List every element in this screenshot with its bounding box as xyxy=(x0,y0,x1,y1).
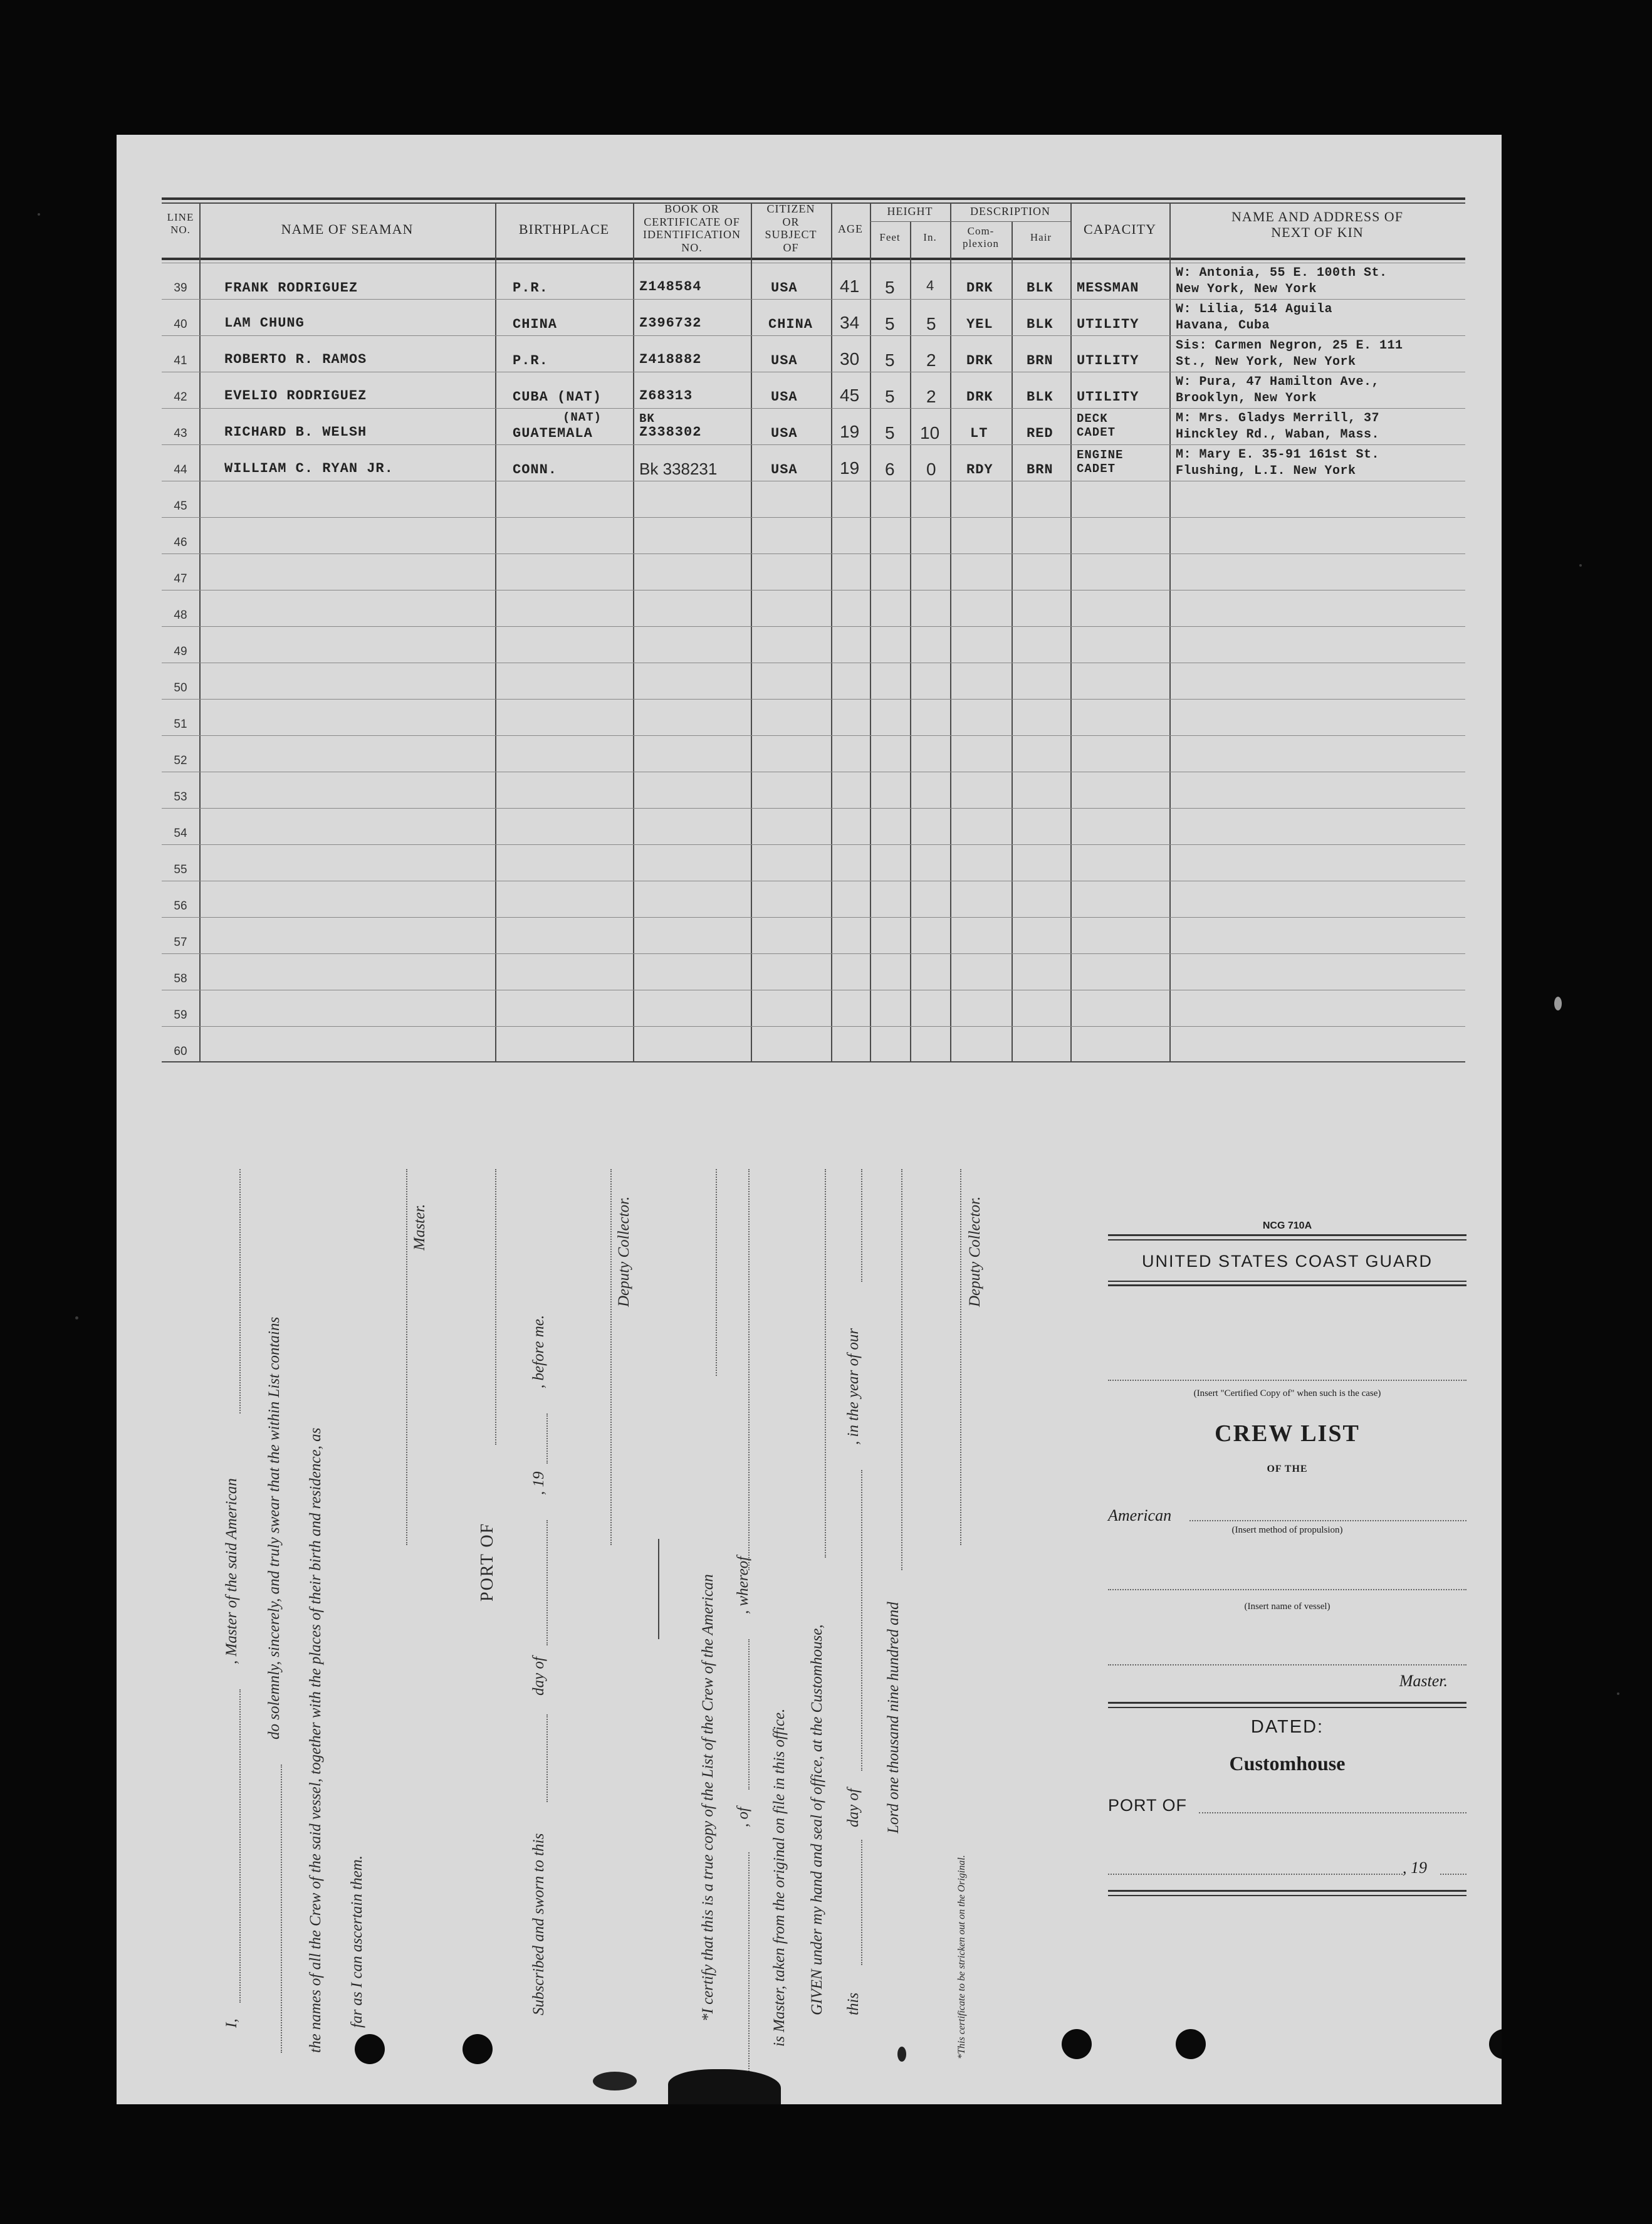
certify-given: GIVEN under my hand and seal of office, at the Customhouse, xyxy=(808,1624,825,2015)
header-certificate: BOOK OR CERTIFICATE OF IDENTIFICATION NO. xyxy=(643,202,741,254)
height-inches: 4 xyxy=(926,278,934,293)
header-birthplace: BIRTHPLACE xyxy=(518,221,610,237)
line-number: 53 xyxy=(174,790,187,804)
hair: BRN xyxy=(1027,353,1053,369)
header-feet: Feet xyxy=(879,231,901,243)
next-of-kin-line2: Flushing, L.I. New York xyxy=(1176,464,1356,478)
certify-this: this xyxy=(845,1992,862,2015)
age: 19 xyxy=(840,458,860,478)
form-number: NCG 710A xyxy=(1262,1220,1312,1231)
american-label: American xyxy=(1108,1506,1172,1524)
capacity-line1: ENGINE xyxy=(1077,448,1124,462)
next-of-kin-line2: Havana, Cuba xyxy=(1176,318,1270,333)
line-number: 44 xyxy=(174,463,187,476)
age: 34 xyxy=(840,313,860,332)
stain xyxy=(897,2047,906,2062)
capacity-line2: CADET xyxy=(1077,426,1116,439)
age: 30 xyxy=(840,349,860,369)
oath-names-text: the names of all the Crew of the said vessel, together with the places of their birth and residence, as xyxy=(307,1427,324,2053)
citizen-of: USA xyxy=(771,426,798,441)
insert-name-note: (Insert name of vessel) xyxy=(1244,1602,1330,1612)
oath-ascertain-text: far as I can ascertain them. xyxy=(348,1855,365,2028)
header-age: AGE xyxy=(838,223,863,235)
certify-text: *I certify that this is a true copy of the List of the Crew of the American xyxy=(699,1574,716,2022)
height-feet: 6 xyxy=(885,459,895,479)
seaman-name: RICHARD B. WELSH xyxy=(224,424,367,440)
birthplace: P.R. xyxy=(513,280,548,296)
cover-port-of: PORT OF xyxy=(1108,1796,1188,1815)
certificate-no: Z148584 xyxy=(639,279,702,295)
height-inches: 0 xyxy=(926,459,936,479)
line-number: 46 xyxy=(174,536,187,549)
agency-title: UNITED STATES COAST GUARD xyxy=(1141,1252,1433,1271)
certificate-prefix: BK xyxy=(639,412,655,426)
deputy-collector-1: Deputy Collector. xyxy=(615,1196,632,1307)
citizen-of: CHINA xyxy=(768,317,813,332)
next-of-kin-line2: St., New York, New York xyxy=(1176,355,1356,369)
customhouse-label: Customhouse xyxy=(1229,1752,1346,1775)
capacity: UTILITY xyxy=(1077,353,1139,369)
line-number: 55 xyxy=(174,863,187,876)
citizen-of: USA xyxy=(771,280,798,296)
stain xyxy=(593,2072,637,2090)
line-number: 51 xyxy=(174,718,187,731)
torn-edge xyxy=(668,2069,781,2104)
line-number: 48 xyxy=(174,609,187,622)
certify-day-of: day of xyxy=(845,1788,862,1827)
seaman-name: LAM CHUNG xyxy=(224,315,305,331)
age: 41 xyxy=(840,276,860,296)
hair: BLK xyxy=(1027,389,1053,405)
header-line-no: LINE NO. xyxy=(167,211,194,236)
line-number: 39 xyxy=(174,281,187,295)
line-number: 49 xyxy=(174,645,187,658)
line-number: 40 xyxy=(174,318,187,331)
age: 45 xyxy=(840,386,860,405)
certificate-no: Z68313 xyxy=(639,388,693,404)
height-feet: 5 xyxy=(885,423,895,443)
certificate-no: Bk 338231 xyxy=(639,459,718,478)
seaman-name: FRANK RODRIGUEZ xyxy=(224,280,358,296)
punch-hole xyxy=(1062,2029,1092,2059)
crew-list-sheet xyxy=(117,135,1502,2104)
next-of-kin-line1: W: Pura, 47 Hamilton Ave., xyxy=(1176,375,1380,389)
height-feet: 5 xyxy=(885,350,895,370)
certify-lord: Lord one thousand nine hundred and xyxy=(885,1602,902,1833)
oath-master-signature: Master. xyxy=(411,1204,428,1251)
certify-year: , in the year of our xyxy=(845,1328,862,1445)
line-number: 42 xyxy=(174,391,187,404)
next-of-kin-line1: Sis: Carmen Negron, 25 E. 111 xyxy=(1176,338,1403,353)
birthplace: GUATEMALA xyxy=(513,426,593,441)
footnote: *This certificate to be stricken out on the Original. xyxy=(956,1855,967,2059)
hair: BRN xyxy=(1027,462,1053,478)
line-number: 58 xyxy=(174,972,187,985)
birthplace: CHINA xyxy=(513,317,558,332)
height-feet: 5 xyxy=(885,314,895,333)
punch-hole xyxy=(1176,2029,1206,2059)
divider xyxy=(658,1539,659,1639)
line-number: 43 xyxy=(174,427,187,440)
naturalized-note: (NAT) xyxy=(563,411,602,424)
line-number: 47 xyxy=(174,572,187,585)
insert-certified-note: (Insert "Certified Copy of" when such is the case) xyxy=(1193,1388,1381,1398)
header-height: HEIGHT xyxy=(887,205,933,218)
complexion: DRK xyxy=(966,389,993,405)
cover-master-label: Master. xyxy=(1399,1672,1448,1690)
insert-method-note: (Insert method of propulsion) xyxy=(1231,1525,1343,1535)
height-inches: 2 xyxy=(926,387,936,406)
height-inches: 2 xyxy=(926,350,936,370)
citizen-of: USA xyxy=(771,353,798,369)
birthplace: P.R. xyxy=(513,353,548,369)
header-citizen: CITIZEN OR SUBJECT OF xyxy=(765,202,817,254)
line-number: 56 xyxy=(174,900,187,913)
oath-i: I, xyxy=(223,2018,240,2028)
line-number: 59 xyxy=(174,1009,187,1022)
next-of-kin-line2: Hinckley Rd., Waban, Mass. xyxy=(1176,427,1380,442)
complexion: YEL xyxy=(966,317,993,332)
complexion: LT xyxy=(970,426,988,441)
hair: BLK xyxy=(1027,317,1053,332)
oath-swear-text: do solemnly, sincerely, and truly swear that the within List contains xyxy=(266,1316,283,1739)
dated-label: DATED: xyxy=(1250,1717,1324,1737)
seaman-name: ROBERTO R. RAMOS xyxy=(224,352,367,367)
certificate-no: Z338302 xyxy=(639,424,702,440)
oath-master-of: , Master of the said American xyxy=(223,1478,240,1664)
crew-list-title: CREW LIST xyxy=(1215,1420,1360,1447)
of-the-label: OF THE xyxy=(1267,1464,1308,1474)
complexion: DRK xyxy=(966,353,993,369)
height-inches: 10 xyxy=(920,423,940,443)
height-inches: 5 xyxy=(926,314,936,333)
certify-is-master: is Master, taken from the original on file in this office. xyxy=(771,1708,788,2047)
deputy-collector-2: Deputy Collector. xyxy=(966,1196,983,1307)
hair: RED xyxy=(1027,426,1053,441)
oath-port-of: PORT OF xyxy=(478,1522,497,1602)
capacity: UTILITY xyxy=(1077,317,1139,332)
hair: BLK xyxy=(1027,280,1053,296)
next-of-kin-line1: W: Antonia, 55 E. 100th St. xyxy=(1176,266,1388,280)
next-of-kin-line1: M: Mrs. Gladys Merrill, 37 xyxy=(1176,411,1380,426)
next-of-kin-line2: Brooklyn, New York xyxy=(1176,391,1317,406)
header-next-of-kin: NAME AND ADDRESS OF NEXT OF KIN xyxy=(1231,209,1403,241)
header-inches: In. xyxy=(923,231,937,243)
next-of-kin-line2: New York, New York xyxy=(1176,282,1317,296)
crew-table xyxy=(162,197,1465,1062)
line-number: 54 xyxy=(174,827,187,840)
oath-nineteen: , 19 xyxy=(530,1471,547,1495)
header-name-of-seaman: NAME OF SEAMAN xyxy=(281,221,414,237)
capacity: MESSMAN xyxy=(1077,280,1139,296)
seaman-name: WILLIAM C. RYAN JR. xyxy=(224,461,394,476)
line-number: 50 xyxy=(174,681,187,695)
birthplace: CONN. xyxy=(513,462,558,478)
birthplace: CUBA (NAT) xyxy=(513,389,602,405)
certify-of: , of xyxy=(735,1807,751,1827)
next-of-kin-line1: M: Mary E. 35-91 161st St. xyxy=(1176,448,1380,462)
cover-panel xyxy=(1108,1207,1466,2078)
capacity: DECK xyxy=(1077,412,1108,426)
line-number: 52 xyxy=(174,754,187,767)
next-of-kin-line1: W: Lilia, 514 Aguila xyxy=(1176,302,1333,317)
header-description: DESCRIPTION xyxy=(970,205,1050,218)
line-number: 57 xyxy=(174,936,187,949)
oath-before-me: , before me. xyxy=(530,1314,547,1388)
line-number: 45 xyxy=(174,500,187,513)
punch-hole xyxy=(463,2034,493,2064)
oath-day-of: day of xyxy=(530,1657,547,1696)
capacity: UTILITY xyxy=(1077,389,1139,405)
punch-hole xyxy=(355,2034,385,2064)
height-feet: 5 xyxy=(885,387,895,406)
certificate-no: Z396732 xyxy=(639,315,702,331)
oath-subscribed: Subscribed and sworn to this xyxy=(530,1833,547,2015)
header-capacity: CAPACITY xyxy=(1084,221,1156,237)
complexion: RDY xyxy=(966,462,993,478)
header-complexion: Com- plexion xyxy=(963,225,999,249)
cover-nineteen: , 19 xyxy=(1403,1859,1427,1877)
certificate-no: Z418882 xyxy=(639,352,702,367)
age: 19 xyxy=(840,422,860,441)
seaman-name: EVELIO RODRIGUEZ xyxy=(224,388,367,404)
certify-whereof: , whereof xyxy=(735,1556,751,1614)
line-number: 60 xyxy=(174,1045,187,1058)
header-hair: Hair xyxy=(1030,231,1052,243)
citizen-of: USA xyxy=(771,462,798,478)
complexion: DRK xyxy=(966,280,993,296)
height-feet: 5 xyxy=(885,278,895,297)
citizen-of: USA xyxy=(771,389,798,405)
punch-hole xyxy=(1489,2029,1502,2059)
line-number: 41 xyxy=(174,354,187,367)
capacity: CADET xyxy=(1077,462,1116,476)
